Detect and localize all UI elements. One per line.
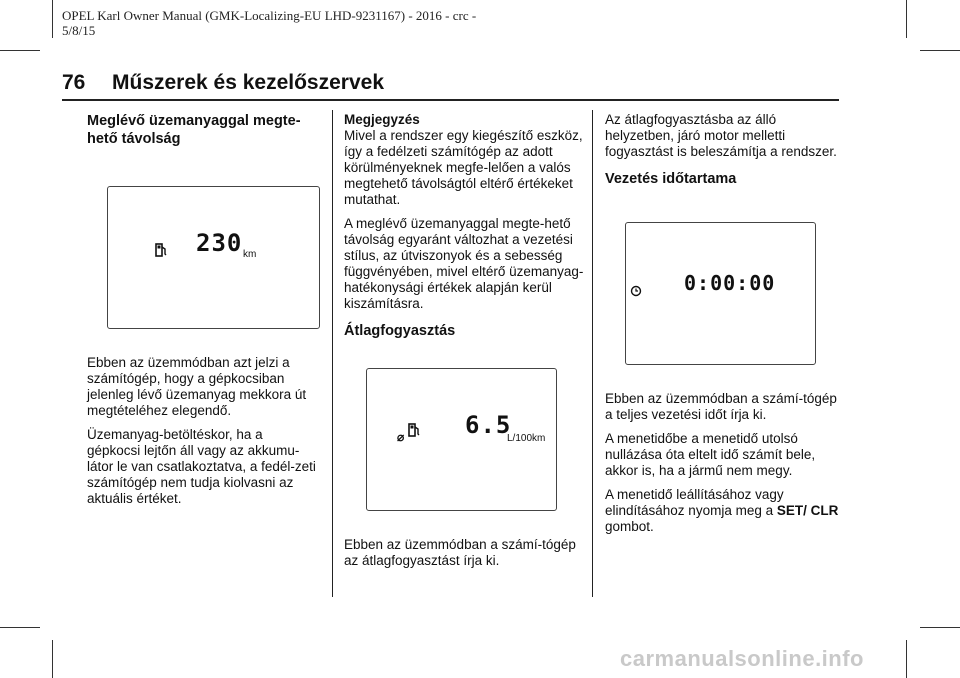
page-title: Műszerek és kezelőszervek xyxy=(112,71,385,94)
average-consumption-display xyxy=(366,368,557,511)
column-divider xyxy=(332,110,333,597)
crop-mark xyxy=(906,0,907,38)
crop-mark xyxy=(52,640,53,678)
paragraph: A menetidőbe a menetidő utolsó nullázása óta eltelt idő számít bele, akkor is, ha a jármű nem megy. xyxy=(605,431,816,478)
average-consumption-value: 6.5 xyxy=(465,411,512,439)
note-label: Megjegyzés xyxy=(344,112,420,127)
crop-mark xyxy=(906,640,907,678)
watermark: carmanualsonline.info xyxy=(620,646,864,671)
page-header xyxy=(62,70,384,96)
crop-mark xyxy=(920,50,960,51)
crop-mark xyxy=(0,50,40,51)
paragraph: Ebben az üzemmódban a számí-tógép az átlagfogyasztást írja ki. xyxy=(344,537,576,568)
range-display xyxy=(107,186,320,329)
section-heading-average-consumption: Átlagfogyasztás xyxy=(344,323,456,339)
crop-mark xyxy=(920,627,960,628)
column-divider xyxy=(592,110,593,597)
paragraph xyxy=(605,487,843,535)
average-consumption-unit: L/100km xyxy=(507,433,546,444)
paragraph-text: A menetidő leállításához vagy elindításához nyomja meg a xyxy=(605,487,784,518)
paragraph: Ebben az üzemmódban azt jelzi a számítógép, hogy a gépkocsiban jelenleg lévő üzemanyag mekkora út megtételéhez elegendő. xyxy=(87,355,307,418)
paragraph-text: gombot. xyxy=(605,519,654,534)
paragraph: Üzemanyag-betöltéskor, ha a gépkocsi lejtőn áll vagy az akkumu-látor le van csatlakoztatva, a fedél-zeti számítógép nem tudja kiolvasni az aktuális értéket. xyxy=(87,427,316,506)
header-rule xyxy=(62,99,839,101)
note-text: Mivel a rendszer egy kiegészítő eszköz, így a fedélzeti számítógép az adott körülményeknek megfe-lelően a valós megtehető távolságtól eltérő értékeket mutathat. xyxy=(344,128,583,207)
meta-line-1: OPEL Karl Owner Manual (GMK-Localizing-EU LHD-9231167) - 2016 - crc - xyxy=(62,8,477,23)
document-meta xyxy=(62,8,502,38)
crop-mark xyxy=(0,627,40,628)
fuel-pump-icon xyxy=(407,421,421,439)
column-2 xyxy=(344,112,584,577)
paragraph: Ebben az üzemmódban a számí-tógép a teljes vezetési időt írja ki. xyxy=(605,391,837,422)
range-unit: km xyxy=(243,249,257,260)
set-clr-button-label: SET/ CLR xyxy=(776,503,839,518)
crop-mark xyxy=(52,0,53,38)
clock-icon xyxy=(630,285,642,297)
average-symbol-icon: ⌀ xyxy=(397,430,405,444)
section-heading-range: Meglévő üzemanyaggal megte-hető távolság xyxy=(87,113,301,147)
column-3 xyxy=(605,112,843,543)
range-value: 230 xyxy=(196,229,243,257)
column-1 xyxy=(87,112,319,515)
driving-time-value: 0:00:00 xyxy=(684,271,776,295)
paragraph: A meglévő üzemanyaggal megte-hető távolság egyaránt változhat a vezetési stílus, az útviszonyok és a sebesség függvényében, mivel eltérő üzemanyag-hatékonysági értékek alapján kerül kiszámításra. xyxy=(344,216,584,311)
page-number: 76 xyxy=(62,71,86,94)
driving-time-display xyxy=(625,222,816,365)
fuel-pump-icon xyxy=(154,241,168,259)
meta-line-2: 5/8/15 xyxy=(62,23,96,38)
section-heading-driving-time: Vezetés időtartama xyxy=(605,171,737,187)
paragraph: Az átlagfogyasztásba az álló helyzetben, járó motor melletti fogyasztást is beleszámítja a rendszer. xyxy=(605,112,837,159)
